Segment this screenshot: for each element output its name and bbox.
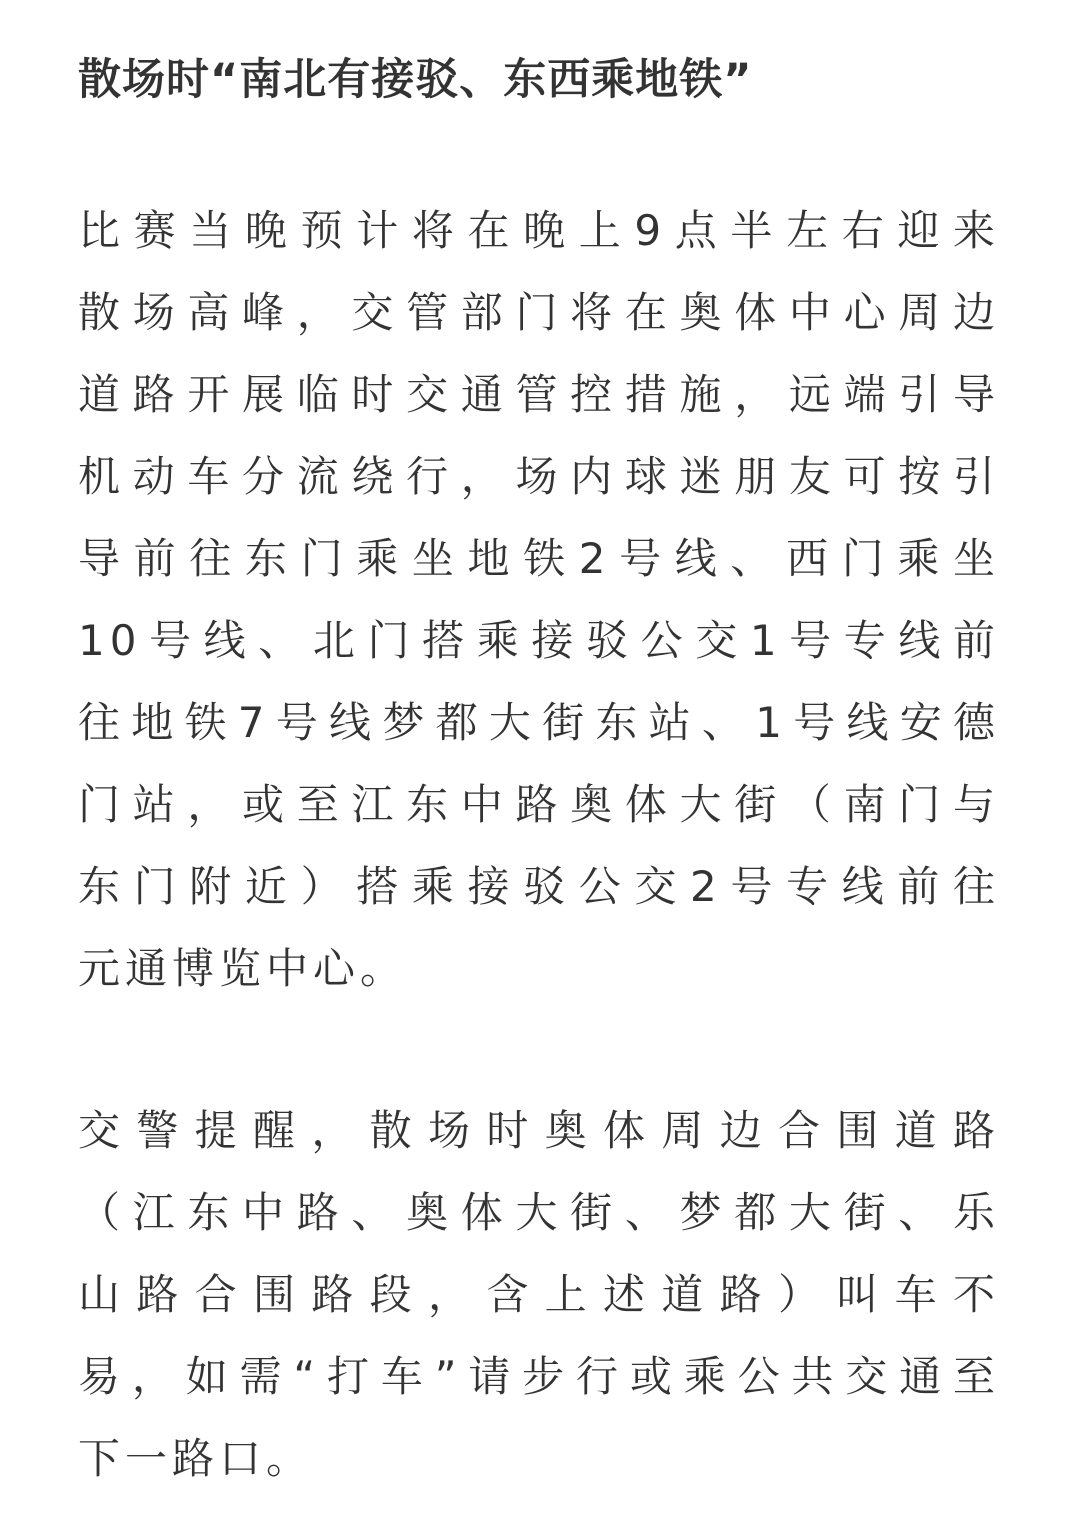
text-line: 元通博览中心。 bbox=[78, 944, 408, 993]
paragraph-dispersal-plan bbox=[78, 190, 1000, 1010]
text-line: 易，如需“打车”请步行或乘公共交通至 bbox=[78, 1352, 1000, 1401]
text-line: 下一路口。 bbox=[78, 1434, 314, 1483]
text-line: 山路合围路段，含上述道路）叫车不 bbox=[78, 1270, 1000, 1319]
section-heading: 散场时“南北有接驳、东西乘地铁” bbox=[78, 55, 753, 105]
text-line: 交警提醒，散场时奥体周边合围道路 bbox=[78, 1106, 1000, 1155]
paragraph-spacer bbox=[78, 1010, 1000, 1090]
text-line: （江东中路、奥体大街、梦都大街、乐 bbox=[78, 1188, 1000, 1237]
text-line: 往地铁7号线梦都大街东站、1号线安德 bbox=[78, 698, 1000, 747]
text-line: 10号线、北门搭乘接驳公交1号专线前 bbox=[78, 616, 1000, 665]
text-line: 导前往东门乘坐地铁2号线、西门乘坐 bbox=[78, 534, 1000, 583]
text-line: 机动车分流绕行，场内球迷朋友可按引 bbox=[78, 452, 1000, 501]
text-line: 散场高峰，交管部门将在奥体中心周边 bbox=[78, 288, 1000, 337]
article-body bbox=[78, 40, 1000, 1500]
text-line: 道路开展临时交通管控措施，远端引导 bbox=[78, 370, 1000, 419]
paragraph-traffic-reminder bbox=[78, 1090, 1000, 1500]
text-line: 比赛当晚预计将在晚上9点半左右迎来 bbox=[78, 206, 1000, 255]
text-line: 门站，或至江东中路奥体大街（南门与 bbox=[78, 780, 1000, 829]
text-line: 东门附近）搭乘接驳公交2号专线前往 bbox=[78, 862, 1000, 911]
